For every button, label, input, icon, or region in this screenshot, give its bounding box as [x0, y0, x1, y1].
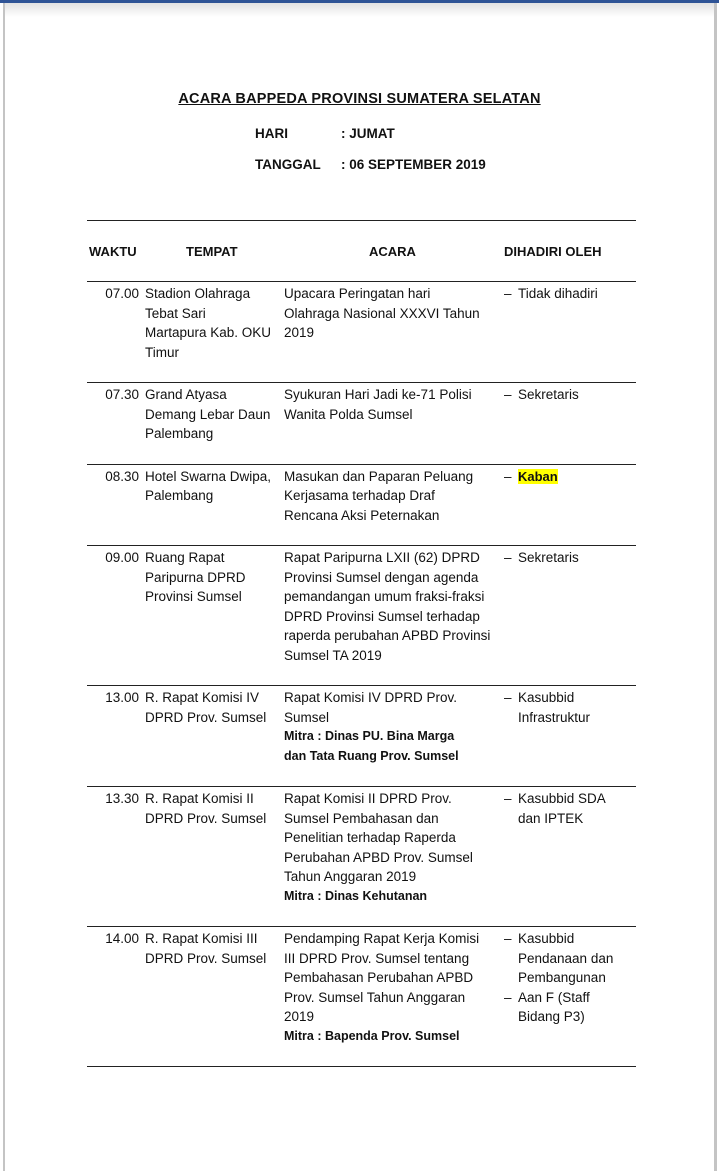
bullet-dash: – — [504, 690, 512, 705]
event-line: III DPRD Prov. Sumsel tentang — [284, 950, 470, 966]
table-row — [87, 383, 636, 465]
event-line: Rapat Paripurna LXII (62) DPRD — [284, 550, 480, 565]
header-waktu: WAKTU — [89, 243, 137, 259]
attendee-line: Kasubbid SDA — [518, 791, 606, 806]
place-line: DPRD Prov. Sumsel — [145, 709, 267, 725]
schedule-table — [87, 220, 636, 1067]
day-value: : JUMAT — [341, 126, 395, 141]
attendee-text — [518, 548, 579, 568]
event-line: Rapat Komisi II DPRD Prov. — [284, 791, 452, 806]
partner-line: dan Tata Ruang Prov. Sumsel — [284, 748, 459, 763]
place-cell — [145, 688, 284, 766]
place-line: Paripurna DPRD — [145, 569, 246, 585]
attendee-line: Infrastruktur — [518, 709, 591, 725]
time-cell: 13.00 — [105, 690, 139, 705]
attendee-item — [504, 385, 636, 405]
partner-line: Mitra : Bapenda Prov. Sumsel — [284, 1028, 460, 1043]
event-line: raperda perubahan APBD Provinsi — [284, 628, 491, 643]
attendee-text — [518, 688, 590, 727]
place-line: Demang Lebar Daun — [145, 406, 271, 422]
place-line: Provinsi Sumsel — [145, 589, 242, 604]
event-line: Masukan dan Paparan Peluang — [284, 468, 474, 484]
event-cell — [284, 929, 504, 1046]
place-line: Hotel Swarna Dwipa, — [145, 468, 272, 484]
schedule-table-body — [87, 282, 636, 1067]
attendee-item — [504, 929, 636, 988]
attendee-line: Aan F (Staff — [518, 989, 590, 1005]
attendee-line: Sekretaris — [518, 550, 579, 565]
attendee-line: Kaban — [518, 468, 558, 484]
attendee-line: Pendanaan dan — [518, 950, 614, 966]
attendee-line: Sekretaris — [518, 387, 579, 402]
time-cell: 07.00 — [105, 286, 139, 301]
place-line: Ruang Rapat — [145, 550, 225, 565]
attendee-line: Pembangunan — [518, 970, 606, 985]
date-value: : 06 SEPTEMBER 2019 — [341, 157, 486, 172]
table-header — [87, 221, 636, 282]
header-dihadiri-oleh: DIHADIRI OLEH — [504, 243, 602, 259]
event-cell — [284, 385, 504, 444]
attendee-text — [518, 284, 598, 304]
bullet-dash: – — [504, 550, 512, 565]
time-cell: 14.00 — [105, 931, 139, 946]
date-line — [255, 156, 719, 174]
event-line: Kerjasama terhadap Draf — [284, 488, 435, 503]
attendee-item — [504, 467, 636, 487]
place-line: Palembang — [145, 488, 214, 503]
event-line: Pembahasan Perubahan APBD — [284, 970, 474, 985]
place-cell — [145, 548, 284, 665]
attendee-item — [504, 548, 636, 568]
place-cell — [145, 467, 284, 526]
table-row — [87, 282, 636, 383]
event-cell — [284, 789, 504, 906]
attendee-text — [518, 988, 590, 1027]
attendee-line: dan IPTEK — [518, 810, 584, 826]
bullet-dash: – — [504, 791, 512, 806]
attendee-text — [518, 789, 606, 828]
time-cell: 09.00 — [105, 550, 139, 565]
event-line: 2019 — [284, 1009, 315, 1024]
place-line: R. Rapat Komisi III — [145, 931, 258, 946]
bullet-dash: – — [504, 286, 512, 301]
header-tempat: TEMPAT — [186, 243, 238, 259]
event-line: Sumsel TA 2019 — [284, 647, 382, 663]
event-line: Tahun Anggaran 2019 — [284, 869, 417, 884]
place-cell — [145, 929, 284, 1046]
attendee-line: Kasubbid — [518, 931, 575, 946]
date-label: TANGGAL — [255, 157, 321, 172]
time-cell: 13.30 — [105, 791, 139, 806]
place-cell — [145, 789, 284, 906]
event-line: DPRD Provinsi Sumsel terhadap — [284, 608, 480, 624]
time-cell: 08.30 — [105, 468, 139, 484]
bullet-dash: – — [504, 468, 512, 484]
place-line: Palembang — [145, 426, 214, 441]
event-line: Olahraga Nasional XXXVI Tahun — [284, 305, 480, 321]
attendee-cell — [504, 467, 636, 526]
table-row — [87, 686, 636, 787]
bullet-dash: – — [504, 387, 512, 402]
table-row — [87, 787, 636, 927]
table-row — [87, 927, 636, 1067]
event-line: Provinsi Sumsel dengan agenda — [284, 569, 479, 585]
attendee-text — [518, 467, 558, 487]
place-line: R. Rapat Komisi II — [145, 791, 254, 806]
header-acara: ACARA — [369, 243, 416, 259]
attendee-cell — [504, 789, 636, 906]
event-line: Rapat Komisi IV DPRD Prov. — [284, 690, 458, 705]
event-cell — [284, 467, 504, 526]
place-cell — [145, 385, 284, 444]
place-line: Martapura Kab. OKU — [145, 325, 272, 340]
partner-line: Mitra : Dinas Kehutanan — [284, 888, 428, 903]
attendee-cell — [504, 929, 636, 1046]
attendee-line: Bidang P3) — [518, 1009, 585, 1024]
event-line: Sumsel Pembahasan dan — [284, 810, 439, 826]
attendee-item — [504, 688, 636, 727]
place-cell — [145, 284, 284, 362]
event-line: Upacara Peringatan hari — [284, 286, 431, 301]
event-line: Penelitian terhadap Raperda — [284, 830, 456, 845]
place-line: DPRD Prov. Sumsel — [145, 810, 267, 826]
attendee-item — [504, 789, 636, 828]
attendee-text — [518, 929, 613, 988]
event-line: Syukuran Hari Jadi ke-71 Polisi — [284, 387, 472, 402]
place-line: Stadion Olahraga — [145, 286, 251, 301]
partner-line: Mitra : Dinas PU. Bina Marga — [284, 729, 455, 743]
event-line: 2019 — [284, 325, 315, 340]
event-line: pemandangan umum fraksi-fraksi — [284, 589, 485, 604]
day-label: HARI — [255, 126, 288, 141]
event-cell — [284, 688, 504, 766]
attendee-item — [504, 284, 636, 304]
table-row — [87, 546, 636, 686]
attendee-item — [504, 988, 636, 1027]
event-cell — [284, 548, 504, 665]
attendee-cell — [504, 385, 636, 444]
place-line: Tebat Sari — [145, 305, 206, 321]
place-line: R. Rapat Komisi IV — [145, 690, 260, 705]
document-title: ACARA BAPPEDA PROVINSI SUMATERA SELATAN — [178, 91, 541, 107]
attendee-text — [518, 385, 579, 405]
event-line: Perubahan APBD Prov. Sumsel — [284, 849, 473, 865]
event-line: Wanita Polda Sumsel — [284, 406, 413, 422]
event-line: Rencana Aksi Peternakan — [284, 507, 440, 523]
table-row — [87, 465, 636, 547]
place-line: DPRD Prov. Sumsel — [145, 950, 267, 966]
event-line: Sumsel — [284, 709, 330, 725]
attendee-cell — [504, 688, 636, 766]
time-cell: 07.30 — [105, 387, 139, 402]
day-line — [255, 125, 719, 143]
place-line: Grand Atyasa — [145, 387, 227, 402]
bullet-dash: – — [504, 989, 512, 1005]
attendee-line: Tidak dihadiri — [518, 286, 598, 301]
attendee-line: Kasubbid — [518, 690, 575, 705]
attendee-cell — [504, 548, 636, 665]
event-cell — [284, 284, 504, 362]
event-line: Prov. Sumsel Tahun Anggaran — [284, 989, 466, 1005]
event-line: Pendamping Rapat Kerja Komisi — [284, 931, 480, 946]
place-line: Timur — [145, 344, 179, 360]
attendee-cell — [504, 284, 636, 362]
bullet-dash: – — [504, 931, 512, 946]
